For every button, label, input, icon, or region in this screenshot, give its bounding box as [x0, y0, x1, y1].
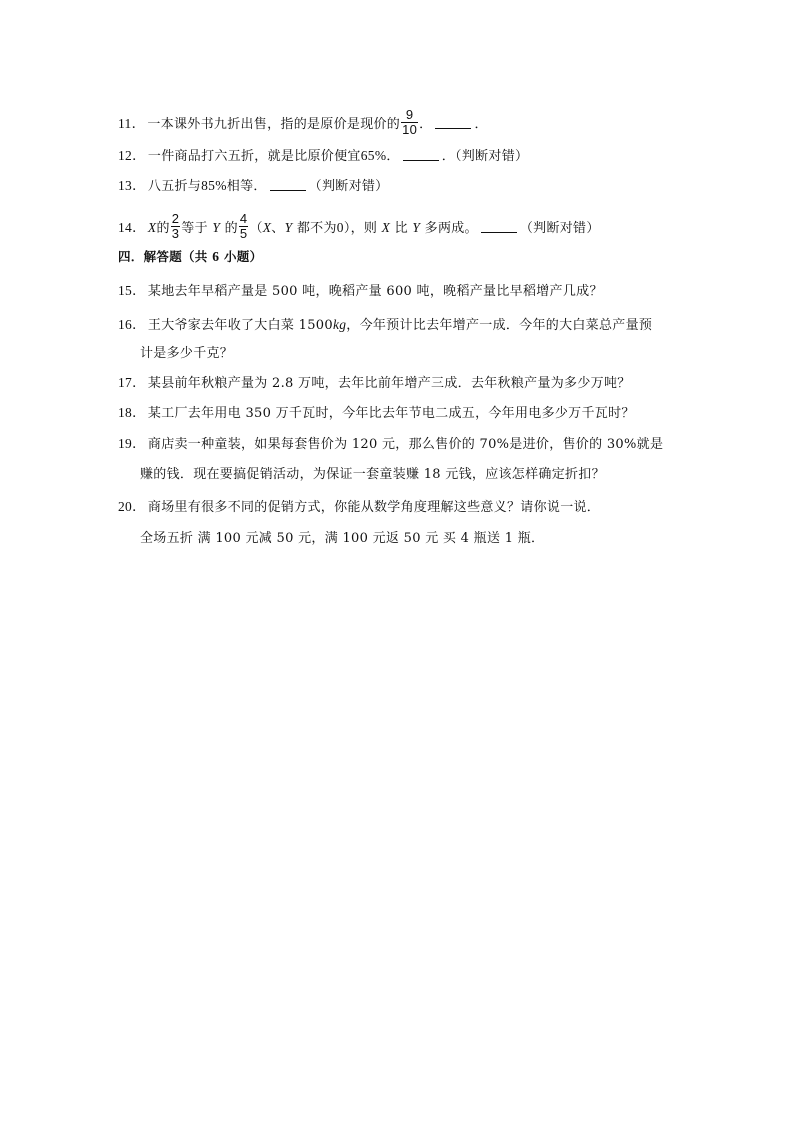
fraction-9-10: $\frac{9}{10}$ [402, 107, 418, 137]
answer-blank[interactable] [270, 177, 306, 191]
question-text: 一本课外书九折出售，指的是原价是现价的 [147, 117, 401, 132]
question-text: 某县前年秋粮产量为 2.8 万吨，去年比前年增产三成．去年秋粮产量为多少万吨？ [147, 376, 631, 391]
question-12: 12． 一件商品打六五折，就是比原价便宜65%． ．（判断对错） [118, 148, 529, 164]
question-number: 20． [118, 499, 146, 514]
question-number: 12． [118, 148, 146, 163]
question-text: 八五折与 [147, 179, 202, 194]
question-17 [118, 375, 631, 392]
question-number: 17． [118, 375, 146, 390]
question-text: 某工厂去年用电 350 万千瓦时，今年比去年节电二成五，今年用电多少万千瓦时？ [147, 406, 635, 421]
question-number: 11． [118, 116, 146, 131]
answer-blank[interactable] [481, 219, 517, 233]
question-18 [118, 405, 635, 422]
answer-blank[interactable] [403, 147, 439, 161]
question-19-continued [140, 467, 605, 483]
question-text: 某地去年早稻产量是 500 吨，晚稻产量 600 吨，晚稻产量比早稻增产几成？ [147, 284, 603, 299]
question-number: 18． [118, 405, 146, 420]
promotion-list: 全场五折 满 100 元减 50 元，满 100 元返 50 元 买 4 瓶送 1 瓶． [140, 531, 545, 546]
section-heading: 四．解答题（共 6 小题） [118, 249, 263, 264]
question-text: 商店卖一种童装，如果每套售价为 120 元，那么售价的 70%是进价，售价的 30%就是 [147, 437, 664, 452]
question-number: 15． [118, 283, 146, 298]
question-16-continued [140, 346, 233, 362]
question-text: 计是多少千克？ [140, 346, 234, 361]
question-20 [118, 499, 600, 516]
question-number: 19． [118, 436, 146, 451]
question-14: 14． X的 $\frac{2}{3}$ 等于 Y 的 $\frac{4}{5}$ （X、Y 都不为0），则 X 比 Y 多两成。 （判断对错） [118, 211, 600, 241]
question-11: 11． 一本课外书九折出售，指的是原价是现价的 $\frac{9}{10}$ ． ． [118, 107, 488, 137]
question-text: 赚的钱．现在要搞促销活动，为保证一套童装赚 18 元钱，应该怎样确定折扣？ [140, 467, 605, 482]
question-16: 16． 王大爷家去年收了大白菜 1500kg，今年预计比去年增产一成．今年的大白菜总产量预 [118, 317, 653, 333]
fraction-4-5: $\frac{4}{5}$ [239, 211, 248, 241]
question-text: 一件商品打六五折，就是比原价便宜 [147, 149, 361, 164]
question-text: 商场里有很多不同的促销方式，你能从数学角度理解这些意义？请你说一说． [147, 500, 601, 515]
question-number: 13． [118, 178, 146, 193]
question-20-continued [140, 531, 544, 547]
question-13: 13． 八五折与85%相等． （判断对错） [118, 178, 389, 194]
question-19 [118, 436, 663, 453]
answer-blank[interactable] [435, 115, 471, 129]
question-number: 16． [118, 317, 146, 332]
fraction-2-3: $\frac{2}{3}$ [171, 211, 180, 241]
question-text: 王大爷家去年收了大白菜 1500 [147, 318, 333, 333]
question-number: 14． [118, 220, 146, 235]
question-15 [118, 283, 603, 300]
